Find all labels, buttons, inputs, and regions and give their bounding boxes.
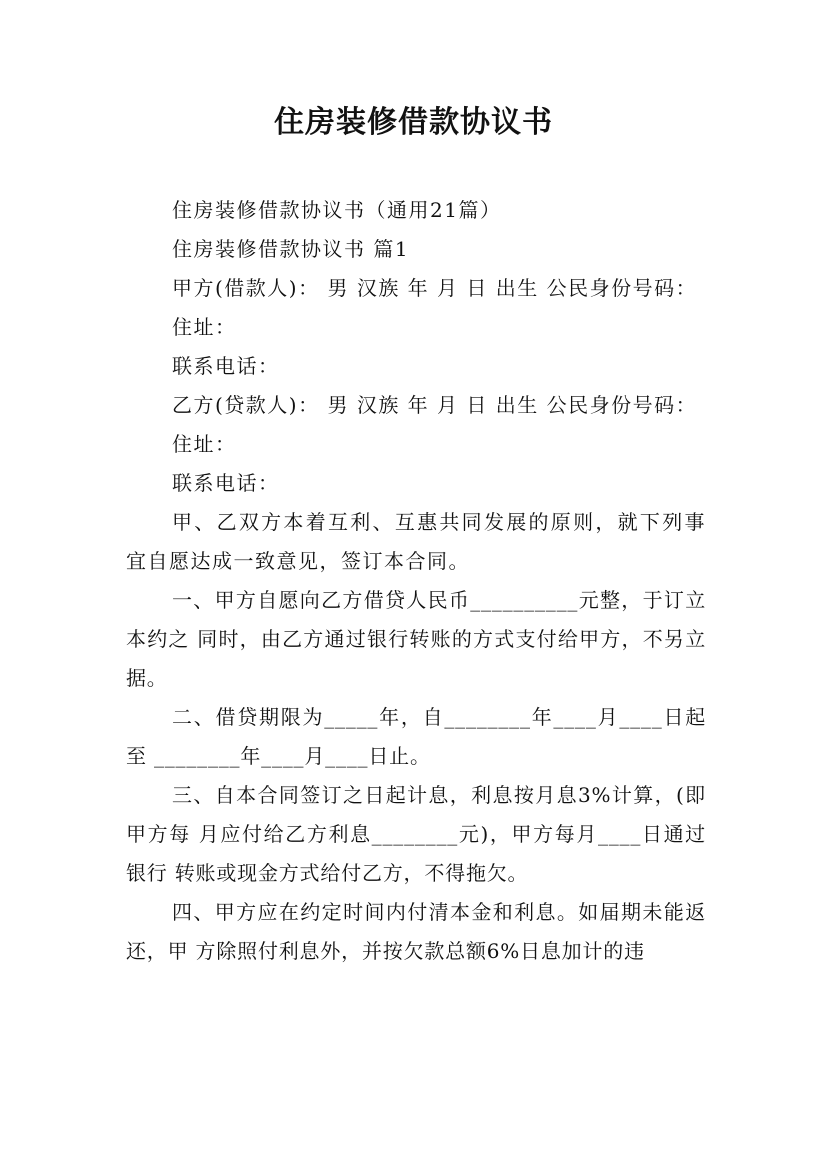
clause-4: 四、甲方应在约定时间内付清本金和利息。如届期未能返还，甲 方除照付利息外，并按欠款总额6%日息加计的违 <box>126 900 706 963</box>
document-body <box>126 191 706 971</box>
clause-2: 二、借贷期限为_____年，自________年____月____日起至 ________年____月____日止。 <box>126 705 706 768</box>
party-a-info: 甲方(借款人)： 男 汉族 年 月 日 出生 公民身份号码： <box>172 276 698 300</box>
party-b-phone: 联系电话： <box>172 471 280 495</box>
clause-1: 一、甲方自愿向乙方借贷人民币__________元整，于订立本约之 同时，由乙方通过银行转账的方式支付给甲方，不另立据。 <box>126 588 706 690</box>
party-b-info: 乙方(贷款人)： 男 汉族 年 月 日 出生 公民身份号码： <box>172 393 698 417</box>
preamble-paragraph: 甲、乙双方本着互利、互惠共同发展的原则，就下列事宜自愿达成一致意见，签订本合同。 <box>126 510 706 573</box>
document-title: 住房装修借款协议书 <box>274 105 553 140</box>
document-subtitle: 住房装修借款协议书（通用21篇） <box>172 198 502 222</box>
party-b-address: 住址： <box>172 432 237 456</box>
party-a-address: 住址： <box>172 315 237 339</box>
party-a-phone: 联系电话： <box>172 354 280 378</box>
section-heading: 住房装修借款协议书 篇1 <box>172 237 410 261</box>
clause-3: 三、自本合同签订之日起计息，利息按月息3%计算，(即甲方每 月应付给乙方利息________元)，甲方每月____日通过银行 转账或现金方式给付乙方，不得拖欠。 <box>126 783 706 885</box>
